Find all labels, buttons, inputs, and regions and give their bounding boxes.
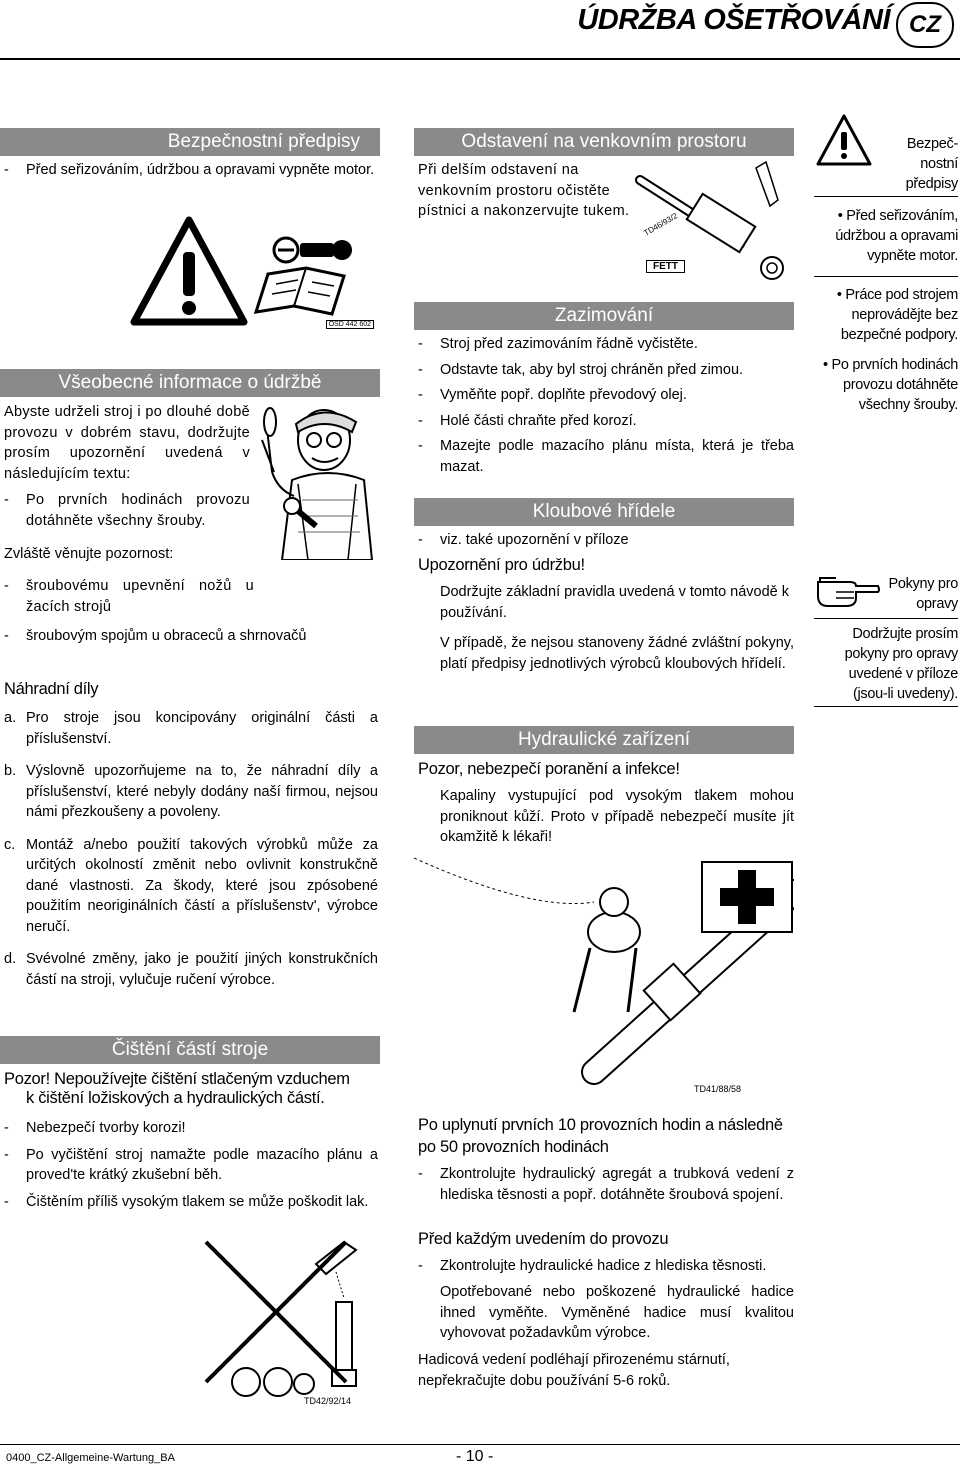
list-item: - Čištěním příliš vysokým tlakem se může poškodit lak. bbox=[4, 1193, 369, 1210]
warning-figure bbox=[126, 210, 380, 334]
pred-title: Před každým uvedením do provozu bbox=[418, 1230, 669, 1248]
list-item: c. Montáž a/nebo použití takových výrobků může za určitých okolností změnit nebo ovlivnit konstrukčně dané vlastnosti. Za škody, které jsou zpósobené použitím neoriginálních částí a příslušenstv', výrobce neručí. bbox=[4, 836, 378, 935]
vseobecne-intro: Abyste udrželi stroj i po dlouhé době provozu v dobrém stavu, dodržujte prosím upozornění uvedená v následujícím textu: bbox=[4, 404, 250, 482]
figure-id: TD46/93/2 bbox=[642, 211, 680, 238]
list-item: d. Svévolné změny, jako je použití jiných konstrukčních částí na stroji, vylučuje ručení výrobce. bbox=[4, 951, 378, 988]
page-header-title: ÚDRŽBA OŠETŘOVÁNÍ bbox=[577, 4, 890, 36]
figure-id: TD41/88/58 bbox=[694, 1084, 742, 1094]
figure-id: TD42/92/14 bbox=[304, 1396, 352, 1406]
section-bar-hydraulicke: Hydraulické zařízení bbox=[414, 726, 794, 754]
list-item: - Mazejte podle mazacího plánu místa, která je třeba mazat. bbox=[418, 438, 794, 475]
section-bar-zazimovani: Zazimování bbox=[414, 302, 794, 330]
section-bar-cisteni: Čištění částí stroje bbox=[0, 1036, 380, 1064]
sidebar-rule bbox=[814, 276, 958, 277]
no-pressure-washing-icon bbox=[186, 1232, 376, 1412]
zvlaste-list bbox=[4, 576, 254, 617]
cisteni-warning: Pozor! Nepoužívejte čištění stlačeným vzduchem k čištění ložiskových a hydraulických částí. bbox=[4, 1070, 350, 1107]
list-item: a. Pro stroje jsou koncipovány originální části a příslušenství. bbox=[4, 710, 378, 747]
upozorneni-text: Dodržujte základní pravidla uvedená v tomto návodě k používání. V případě, že nejsou stanoveny žádné zvláštní pokyny, platí předpisy jednotlivých výrobců kloubových hřídelí. bbox=[440, 584, 794, 672]
first-aid-cross-icon bbox=[702, 862, 792, 932]
header-rule bbox=[0, 58, 960, 60]
sidebar-bullet: • Po prvních hodinách provozu dotáhněte všechny šrouby. bbox=[822, 357, 958, 413]
list-item: - Zkontrolujte hydraulické hadice z hlediska těsnosti. bbox=[418, 1258, 767, 1274]
list-item: - viz. také upozornění v příloze bbox=[418, 532, 629, 548]
key-icon bbox=[274, 238, 352, 262]
warning-triangle-icon bbox=[126, 210, 380, 334]
footer-filename: 0400_CZ-Allgemeine-Wartung_BA bbox=[6, 1452, 175, 1464]
list-item: - Po prvních hodinách provozu dotáhněte všechny šrouby. bbox=[4, 492, 250, 529]
sidebar-pokyny-text: Dodržujte prosím pokyny pro opravy uvedené v příloze (jsou-li uvedeny). bbox=[844, 626, 958, 702]
section-bar-odstaveni: Odstavení na venkovním prostoru bbox=[414, 128, 794, 156]
page-number: - 10 - bbox=[456, 1448, 494, 1465]
list-item: - Po vyčištění stroj namažte podle mazacího plánu a proved'te krátký zkušební běh. bbox=[4, 1146, 378, 1183]
upozorneni-title: Upozornění pro údržbu! bbox=[418, 556, 585, 574]
pred-paragraph: Opotřebované nebo poškozené hydraulické hadice ihned vyměňte. Vyměněné hadice musí kvalitou vyhovovat požadavkům výrobce. bbox=[440, 1284, 794, 1341]
figure-id: OSD 442 602 bbox=[326, 320, 374, 329]
zvlaste-heading: Zvláště věnujte pozornost: bbox=[4, 546, 174, 562]
fett-label: FETT bbox=[646, 260, 685, 273]
list-item: - Zkontrolujte hydraulický agregát a trubková vedení z hlediska těsnosti a popř. dotáhněte šroubová spojení. bbox=[418, 1166, 794, 1203]
list-item: - Vyměňte popř. doplňte převodový olej. bbox=[418, 387, 687, 403]
footer-rule bbox=[0, 1444, 960, 1445]
nahradni-list bbox=[4, 708, 378, 990]
sidebar-bullet: • Práce pod strojem neprovádějte bez bezpečné podpory. bbox=[836, 287, 958, 343]
hydraulicke-text: Kapaliny vystupující pod vysokým tlakem mohou proniknout kůží. Proto v případě nebezpečí musíte jít okamžitě k lékaři! bbox=[440, 788, 794, 845]
po10-title: Po uplynutí prvních 10 provozních hodin a následně po 50 provozních hodinách bbox=[418, 1116, 783, 1156]
section-bar-kloubove: Kloubové hřídele bbox=[414, 498, 794, 526]
list-item: - Stroj před zazimováním řádně vyčistěte. bbox=[418, 336, 698, 352]
language-badge: CZ bbox=[896, 2, 954, 48]
sidebar-bullet: • Před seřizováním, údržbou a opravami vypněte motor. bbox=[835, 208, 958, 264]
nahradni-title: Náhradní díly bbox=[4, 680, 99, 698]
list-item: - Holé části chraňte před korozí. bbox=[418, 412, 637, 429]
list-item: - šroubovému upevnění nožů u žacích strojů bbox=[4, 578, 254, 615]
sidebar-rule bbox=[814, 618, 958, 619]
list-item: - Odstavte tak, aby byl stroj chráněn před zimou. bbox=[418, 361, 744, 378]
list-item: - Nebezpečí tvorby korozi! bbox=[4, 1120, 186, 1136]
pointing-hand-icon bbox=[816, 570, 880, 610]
odstaveni-text: Při delším odstavení na venkovním prostoru očistěte pístnici a nakonzervujte tukem. bbox=[418, 162, 630, 219]
sidebar-rule bbox=[814, 706, 958, 707]
sidebar-rule bbox=[814, 196, 958, 197]
mechanic-illustration bbox=[252, 400, 380, 560]
bezpecnost-item: - Před seřizováním, údržbou a opravami vypněte motor. bbox=[4, 162, 375, 178]
zazimovani-list bbox=[418, 334, 794, 477]
warning-triangle-icon bbox=[814, 112, 874, 168]
vseobecne-block bbox=[4, 402, 250, 531]
hydraulicke-warning: Pozor, nebezpečí poranění a infekce! bbox=[418, 760, 680, 778]
sidebar-bezpecnost-title: Bezpeč- nostní předpisy bbox=[905, 136, 958, 192]
sidebar-bullets bbox=[814, 206, 958, 425]
cisteni-list bbox=[4, 1118, 378, 1212]
pressure-washer-figure bbox=[186, 1232, 376, 1412]
pred-paragraph-2: Hadicová vedení podléhají přirozenému stárnutí, nepřekračujte dobu používání 5-6 roků. bbox=[418, 1352, 730, 1389]
sidebar-pokyny-title: Pokyny pro opravy bbox=[888, 576, 958, 612]
list-item: - šroubovým spojům u obraceců a shrnovačů bbox=[4, 628, 307, 644]
manual-book-icon bbox=[256, 268, 344, 314]
hydraulic-injury-figure bbox=[414, 852, 794, 1102]
list-item: b. Výslovně upozorňujeme na to, že náhradní díly a příslušenství, které nebyly dodány naší firmou, nejsou námi přezkoušeny a povoleny. bbox=[4, 763, 378, 820]
section-bar-vseobecne: Všeobecné informace o údržbě bbox=[0, 369, 380, 397]
cylinder-grease-figure bbox=[630, 160, 794, 290]
section-bar-bezpecnost: Bezpečnostní předpisy bbox=[0, 128, 380, 156]
